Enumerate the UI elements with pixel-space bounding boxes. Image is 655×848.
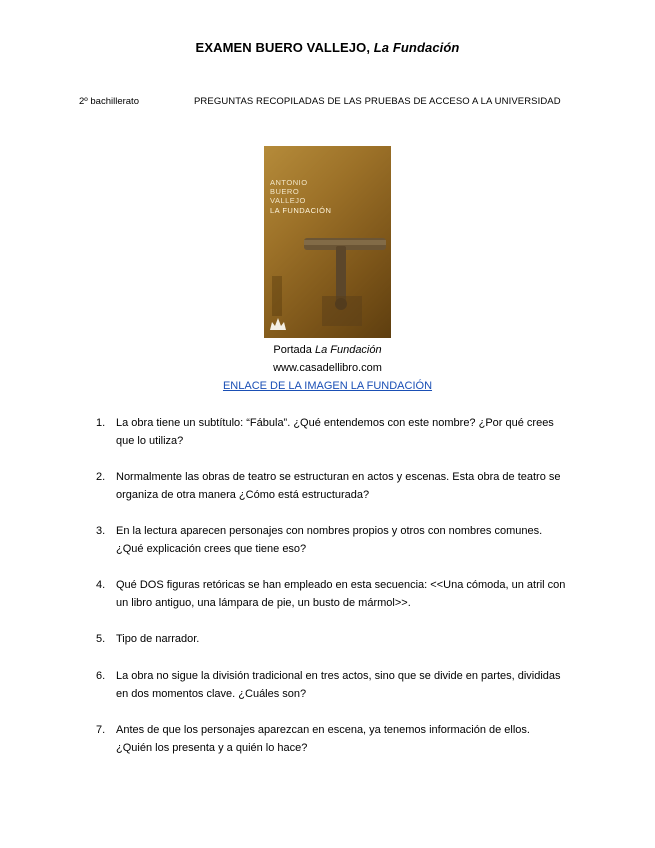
question-item (96, 576, 566, 612)
cover-source: www.casadellibro.com (273, 362, 382, 374)
question-number: 4. (96, 579, 106, 591)
question-number: 1. (96, 417, 106, 429)
caption-work: La Fundación (314, 344, 382, 356)
question-item (96, 721, 566, 757)
question-number: 7. (96, 724, 106, 736)
question-text: Antes de que los personajes aparezcan en escena, ya tenemos información de ellos. ¿Quién los presenta y a quién lo hace? (116, 724, 530, 754)
question-text: La obra tiene un subtítulo: “Fábula”. ¿Qué entendemos con este nombre? ¿Por qué crees que lo utiliza? (116, 417, 554, 447)
question-item (96, 414, 566, 450)
cover-caption (0, 344, 655, 356)
door-bolt-illustration (264, 146, 391, 338)
title-work: La Fundación (373, 40, 460, 55)
question-text: Normalmente las obras de teatro se estructuran en actos y escenas. Esta obra de teatro se organiza de otra manera ¿Cómo está estructurada? (116, 471, 561, 501)
course-label: 2º bachillerato (79, 96, 139, 107)
question-text: Qué DOS figuras retóricas se han empleado en esta secuencia: <<Una cómoda, un atril con un libro antiguo, una lámpara de pie, un busto de mármol>>. (116, 579, 566, 609)
cover-title: LA FUNDACIÓN (270, 206, 332, 215)
question-item (96, 630, 566, 648)
question-item (96, 522, 566, 558)
image-link[interactable]: ENLACE DE LA IMAGEN LA FUNDACIÓN (222, 380, 433, 392)
question-item (96, 468, 566, 504)
cover-source-row (0, 380, 655, 392)
question-text: En la lectura aparecen personajes con nombres propios y otros con nombres comunes. ¿Qué explicación crees que tiene eso? (116, 525, 543, 555)
questions-heading: PREGUNTAS RECOPILADAS DE LAS PRUEBAS DE ACCESO A LA UNIVERSIDAD (194, 96, 561, 107)
cover-author-line: VALLEJO (270, 196, 306, 205)
question-text: La obra no sigue la división tradicional en tres actos, sino que se divide en partes, divididas en dos momentos clave. ¿Cuáles son? (116, 670, 561, 700)
question-text: Tipo de narrador. (116, 633, 200, 645)
cover-author (270, 178, 308, 205)
cover-author-line: BUERO (270, 187, 300, 196)
cover-author-line: ANTONIO (270, 178, 308, 187)
question-item (96, 667, 566, 703)
book-cover-image (264, 146, 391, 338)
question-number: 3. (96, 525, 106, 537)
page-title (0, 40, 655, 55)
title-main: EXAMEN BUERO VALLEJO, (195, 40, 374, 55)
caption-label: Portada (273, 344, 315, 356)
question-number: 2. (96, 471, 106, 483)
question-number: 5. (96, 633, 106, 645)
question-number: 6. (96, 670, 106, 682)
